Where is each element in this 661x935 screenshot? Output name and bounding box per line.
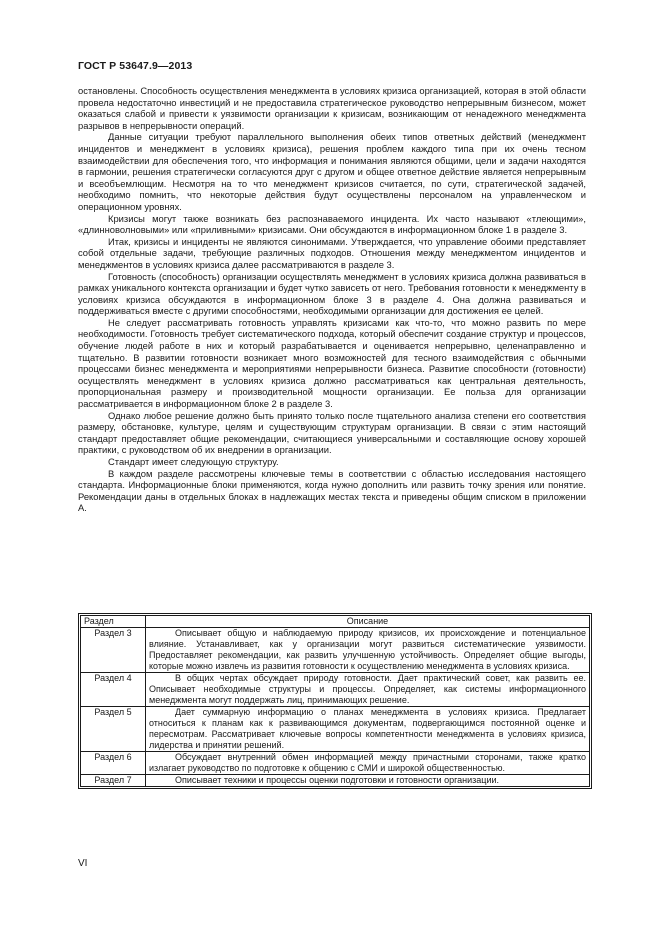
column-header-description: Описание [146, 616, 590, 628]
paragraph: Стандарт имеет следующую структуру. [108, 456, 279, 467]
table-cell-description: Дает суммарную информацию о планах менеджмента в условиях кризиса. Предлагает относиться к планам как к развивающимся документам, подвергающимся постоянной оценке и пересмотрам. Рассматривает ключевые вопросы компетентности менеджмента в условиях кризиса, лидерства и принятии решений. [146, 707, 590, 752]
table-cell-section: Раздел 7 [81, 775, 146, 787]
paragraph: Готовность (способность) организации осуществлять менеджмент в условиях кризиса должна развиваться в рамках уникального контекста организации и будет чутко зависеть от него. Требования готовности к менеджменту в условиях кризиса обсуждаются в информационном блоке 3 в разделе 4. Она должна развиваться и поддерживаться вместе с другими способностями, необходимыми организации для достижения ее целей. [78, 270, 586, 317]
structure-table-grid [80, 615, 590, 787]
body-text [78, 85, 586, 514]
table-cell-description: Описывает техники и процессы оценки подготовки и готовности организации. [146, 775, 590, 787]
table-cell-section: Раздел 3 [81, 628, 146, 673]
paragraph: Данные ситуации требуют параллельного выполнения обеих типов ответных действий (менеджмент инцидентов и менеджмент в условиях кризиса), решения проблем каждого типа при их очень тесном взаимодействии для обеспечения того, что информация и понимания являются общими, цели и задачи находятся в гармонии, решения стратегически согласуются друг с другом и общее ответное действие является непрерывным и всеобъемлющим. Несмотря на то что менеджмент кризисов считается, по сути, стратегической задачей, необходимо помнить, что некоторые действия будут осуществлены персоналом на управленческом и операционном уровнях. [78, 131, 586, 212]
page-number: VI [78, 858, 88, 869]
paragraph: Не следует рассматривать готовность управлять кризисами как что-то, что можно развить по мере необходимости. Готовность требует систематического подхода, который обеспечит создание структур и процессов, обучение людей работе в них и который разрабатывается и оценивается непрерывно, целенаправленно и тщательно. В развитии готовности возникает много возможностей для тесного взаимодействия с обычными процессами бизнес менеджмента и мероприятиями непрерывности бизнеса. Развитие способности (готовности) осуществлять менеджмент в условиях кризиса должно рассматриваться как центральная деятельность, пропорциональная размеру и производительной мощности организации. Ее польза для организации рассматривается в информационном блоке 2 в разделе 3. [78, 316, 586, 410]
document-header: ГОСТ Р 53647.9—2013 [78, 60, 193, 72]
paragraph: остановлены. Способность осуществления менеджмента в условиях кризиса организацией, которая в этой области провела недостаточно инвестиций и не предоставила стратегическое руководство непрерывным бизнесом, может оказаться слабой и привести к уязвимости организации к кризисам, возникающим от ненадежного менеджмента разрывов в непрерывности операций. [78, 85, 586, 131]
table-row [81, 752, 590, 775]
paragraph: В каждом разделе рассмотрены ключевые темы в соответствии с областью исследования настоящего стандарта. Информационные блоки применяются, когда нужно дополнить или развить точку зрения или понятие. Рекомендации даны в отдельных блоках в надлежащих местах текста и приведены общим списком в приложении А. [78, 467, 586, 514]
table-row [81, 628, 590, 673]
table-row [81, 775, 590, 787]
paragraph: Однако любое решение должно быть принято только после тщательного анализа степени его соответствия размеру, обстановке, культуре, целям и существующим структурам организации. В связи с этим настоящий стандарт предоставляет общие рекомендации, считающиеся универсальными и составляющие основу хорошей практики, с руководством об их внедрении в организации. [78, 409, 586, 456]
structure-table [78, 613, 592, 789]
paragraph: Итак, кризисы и инциденты не являются синонимами. Утверждается, что управление обоими представляет собой отдельные задачи, требующие различных подходов. Отношения между менеджментом инцидентов и менеджментов в условиях кризиса далее рассматриваются в разделе 3. [78, 235, 586, 270]
table-row [81, 673, 590, 707]
table-cell-section: Раздел 6 [81, 752, 146, 775]
paragraph: Кризисы могут также возникать без распознаваемого инцидента. Их часто называют «тлеющими», «длинноволновыми» или «приливными» кризисами. Они обсуждаются в информационном блоке 1 в разделе 3. [78, 212, 586, 236]
table-cell-section: Раздел 5 [81, 707, 146, 752]
column-header-section: Раздел [81, 616, 146, 628]
table-header-row [81, 616, 590, 628]
table-cell-description: Обсуждает внутренний обмен информацией между причастными сторонами, также кратко излагает руководство по подготовке к общению с СМИ и широкой общественностью. [146, 752, 590, 775]
table-row [81, 707, 590, 752]
table-cell-description: В общих чертах обсуждает природу готовности. Дает практический совет, как развить ее. Описывает необходимые структуры и процессы. Определяет, как системы информационного менеджмента могут поддержать лиц, принимающих решение. [146, 673, 590, 707]
table-cell-section: Раздел 4 [81, 673, 146, 707]
table-cell-description: Описывает общую и наблюдаемую природу кризисов, их происхождение и потенциальное влияние. Устанавливает, как у организации могут развиться систематические уязвимости. Предоставляет рекомендации, как развить улучшенную устойчивость. Определяет общие выгоды, которые можно извлечь из развития готовности к осуществлению менеджмента в условиях кризиса. [146, 628, 590, 673]
